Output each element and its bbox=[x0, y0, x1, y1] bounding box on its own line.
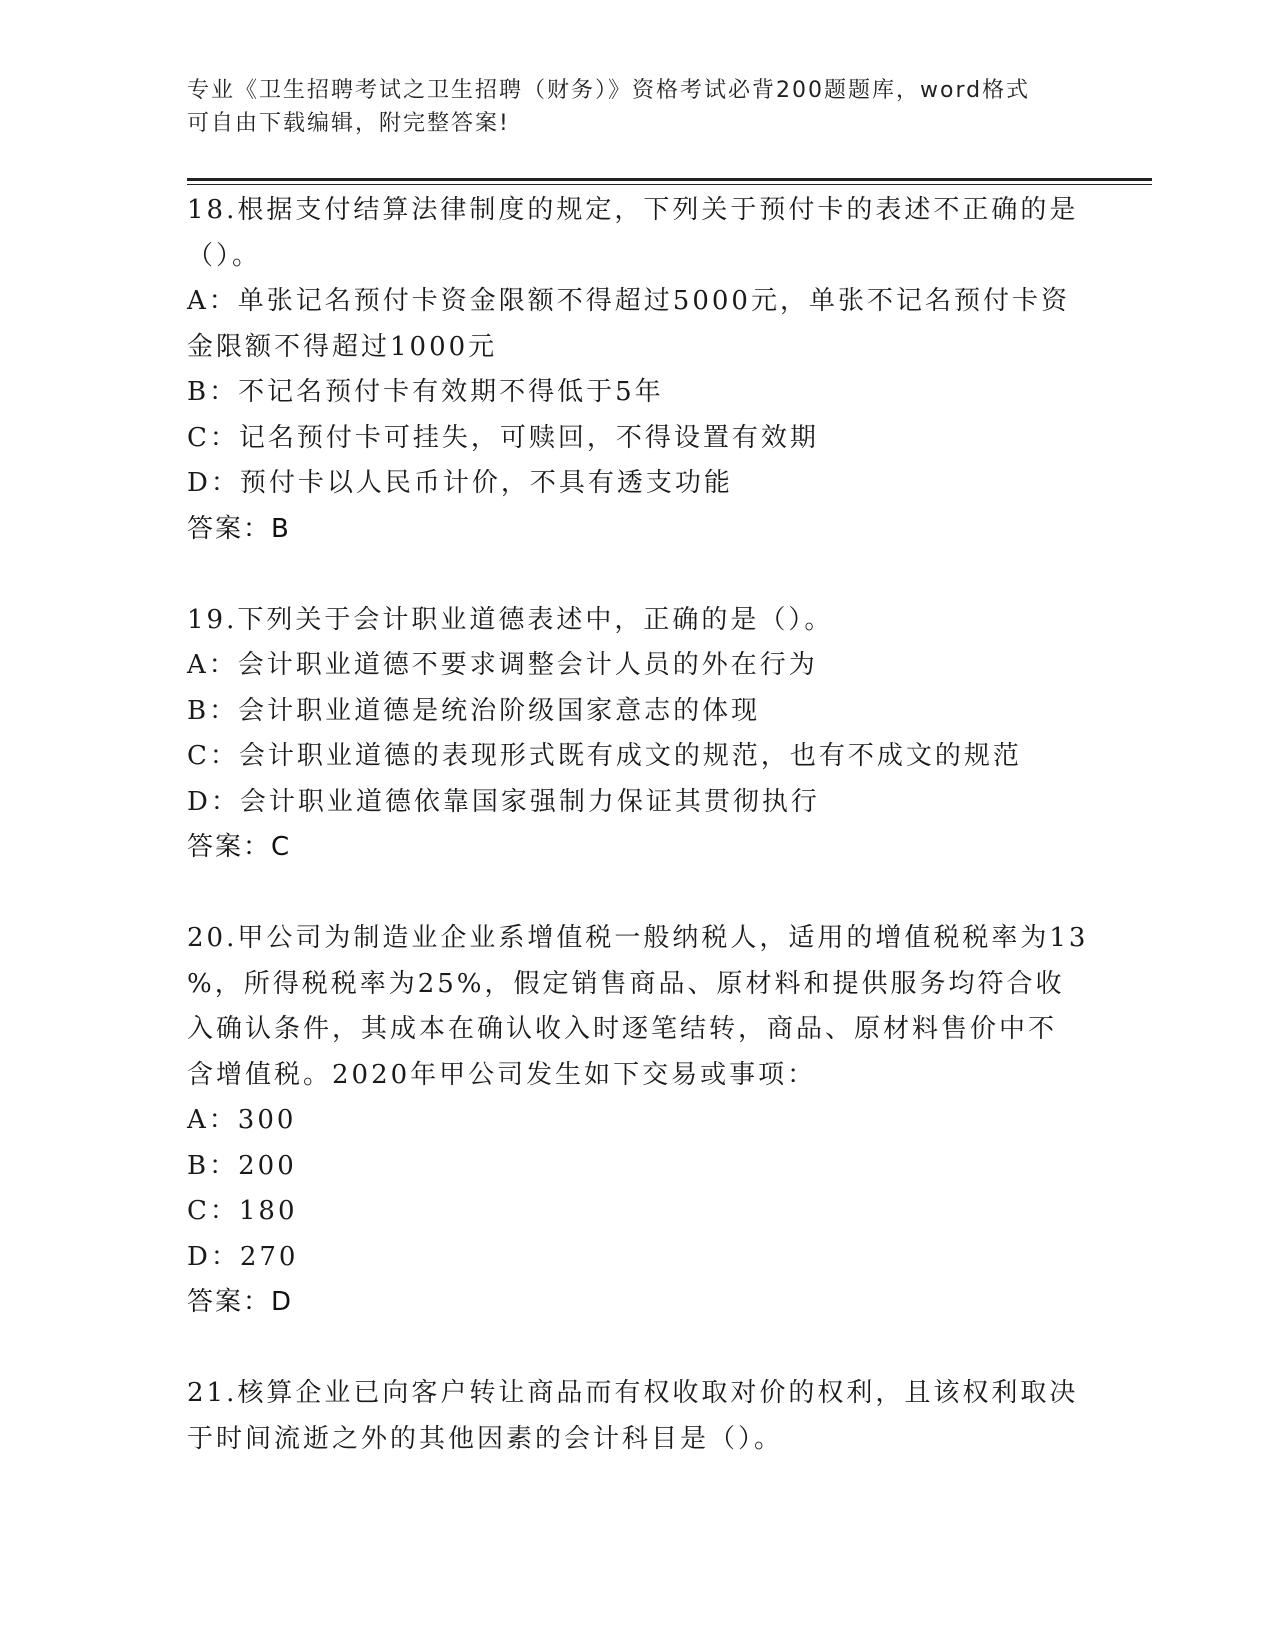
answer-label: 答案：B bbox=[187, 513, 291, 544]
header-rule-thin bbox=[187, 184, 1152, 185]
header-rule-thick bbox=[187, 178, 1152, 181]
question-20 bbox=[187, 916, 1087, 1326]
question-stem-line: 含增值税。2020年甲公司发生如下交易或事项： bbox=[187, 1059, 817, 1090]
question-stem-line: 19.下列关于会计职业道德表述中，正确的是（）。 bbox=[187, 604, 834, 635]
spacer bbox=[187, 1326, 1087, 1372]
question-stem-line: 于时间流逝之外的其他因素的会计科目是（）。 bbox=[187, 1423, 784, 1454]
question-stem-line: 18.根据支付结算法律制度的规定，下列关于预付卡的表述不正确的是 bbox=[187, 195, 1079, 225]
question-19 bbox=[187, 598, 1087, 871]
option-c: C：记名预付卡可挂失，可赎回，不得设置有效期 bbox=[187, 422, 819, 453]
question-list bbox=[187, 188, 1087, 1462]
option-c: C：180 bbox=[187, 1196, 298, 1226]
header-line-2: 可自由下载编辑，附完整答案! bbox=[187, 111, 510, 136]
option-d: D：270 bbox=[187, 1241, 299, 1272]
option-d: D：预付卡以人民币计价，不具有透支功能 bbox=[187, 468, 733, 498]
option-b: B：不记名预付卡有效期不得低于5年 bbox=[187, 377, 664, 407]
question-stem-line: 21.核算企业已向客户转让商品而有权收取对价的权利，且该权利取决 bbox=[187, 1378, 1079, 1408]
option-a: A：单张记名预付卡资金限额不得超过5000元，单张不记名预付卡资 bbox=[187, 286, 1070, 316]
answer-label: 答案：C bbox=[187, 832, 292, 862]
option-a-continued: 金限额不得超过1000元 bbox=[187, 331, 498, 362]
question-18 bbox=[187, 188, 1087, 552]
question-stem-line: 入确认条件，其成本在确认收入时逐笔结转，商品、原材料售价中不 bbox=[187, 1014, 1058, 1044]
spacer bbox=[187, 871, 1087, 917]
document-header bbox=[187, 74, 1087, 140]
option-a: A：会计职业道德不要求调整会计人员的外在行为 bbox=[187, 650, 818, 680]
option-d: D：会计职业道德依靠国家强制力保证其贯彻执行 bbox=[187, 786, 820, 817]
question-21 bbox=[187, 1371, 1087, 1462]
header-line-1: 专业《卫生招聘考试之卫生招聘（财务）》资格考试必背200题题库，word格式 bbox=[187, 78, 1031, 103]
question-stem-line: （）。 bbox=[187, 240, 262, 271]
answer-label: 答案：D bbox=[187, 1287, 294, 1317]
option-c: C：会计职业道德的表现形式既有成文的规范，也有不成文的规范 bbox=[187, 741, 1022, 771]
spacer bbox=[187, 552, 1087, 598]
question-stem-line: %，所得税税率为25%，假定销售商品、原材料和提供服务均符合收 bbox=[187, 968, 1065, 999]
option-a: A：300 bbox=[187, 1105, 297, 1135]
option-b: B：200 bbox=[187, 1150, 297, 1181]
option-b: B：会计职业道德是统治阶级国家意志的体现 bbox=[187, 695, 761, 726]
question-stem-line: 20.甲公司为制造业企业系增值税一般纳税人，适用的增值税税率为13 bbox=[187, 923, 1089, 953]
